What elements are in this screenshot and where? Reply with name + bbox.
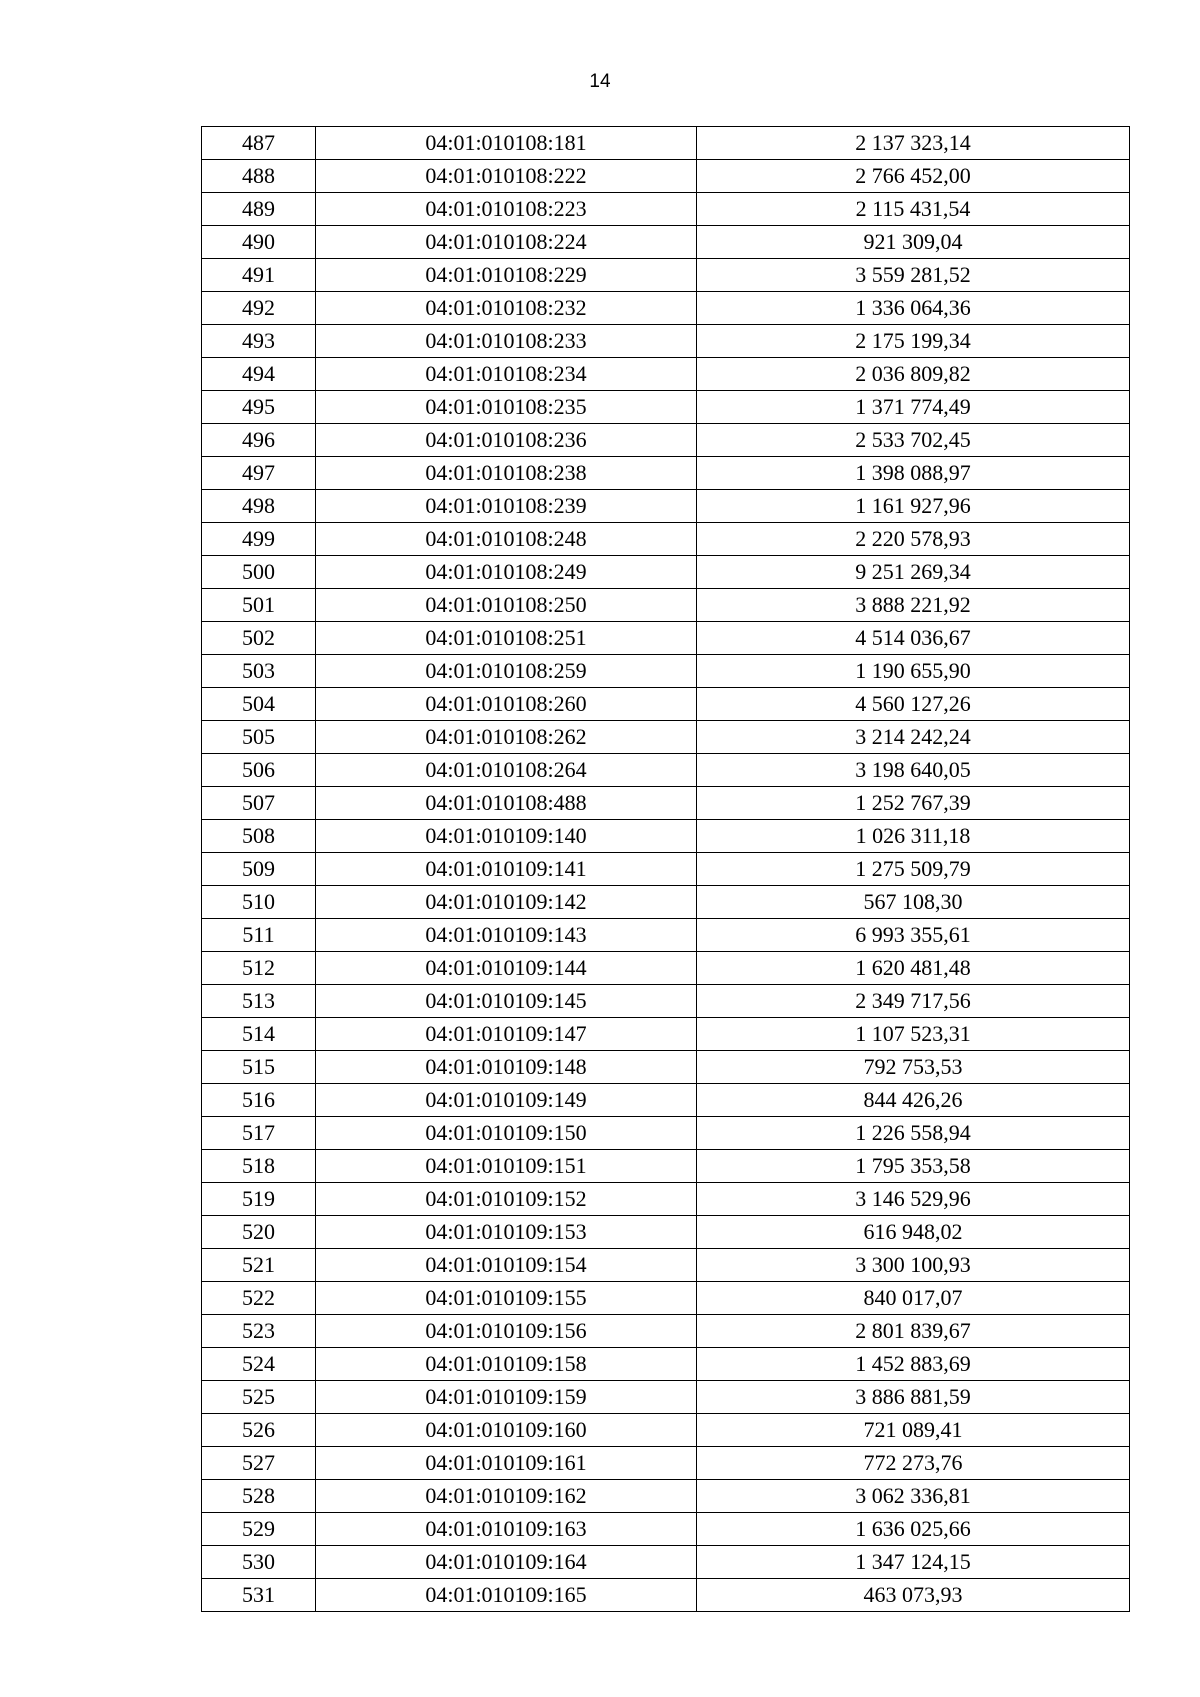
row-number-cell: 526	[202, 1414, 316, 1447]
row-number-cell: 493	[202, 325, 316, 358]
row-number-cell: 496	[202, 424, 316, 457]
cadastral-number-cell: 04:01:010108:260	[316, 688, 697, 721]
table-row	[202, 127, 1130, 160]
cadastral-number-cell: 04:01:010109:152	[316, 1183, 697, 1216]
cadastral-value-cell: 2 801 839,67	[697, 1315, 1130, 1348]
cadastral-number-cell: 04:01:010109:151	[316, 1150, 697, 1183]
table-row	[202, 1579, 1130, 1612]
table-row	[202, 1018, 1130, 1051]
cadastral-number-cell: 04:01:010109:144	[316, 952, 697, 985]
table-row	[202, 1414, 1130, 1447]
cadastral-value-cell: 3 559 281,52	[697, 259, 1130, 292]
table-row	[202, 655, 1130, 688]
row-number-cell: 490	[202, 226, 316, 259]
row-number-cell: 511	[202, 919, 316, 952]
cadastral-number-cell: 04:01:010109:140	[316, 820, 697, 853]
row-number-cell: 495	[202, 391, 316, 424]
cadastral-value-cell: 3 146 529,96	[697, 1183, 1130, 1216]
cadastral-value-cell: 1 347 124,15	[697, 1546, 1130, 1579]
row-number-cell: 502	[202, 622, 316, 655]
cadastral-value-cell: 9 251 269,34	[697, 556, 1130, 589]
cadastral-value-cell: 3 214 242,24	[697, 721, 1130, 754]
cadastral-number-cell: 04:01:010109:161	[316, 1447, 697, 1480]
row-number-cell: 522	[202, 1282, 316, 1315]
cadastral-number-cell: 04:01:010109:159	[316, 1381, 697, 1414]
row-number-cell: 527	[202, 1447, 316, 1480]
table-row	[202, 787, 1130, 820]
table-body	[202, 127, 1130, 1612]
table-row	[202, 1150, 1130, 1183]
table-row	[202, 490, 1130, 523]
table-row	[202, 259, 1130, 292]
cadastral-number-cell: 04:01:010108:250	[316, 589, 697, 622]
row-number-cell: 518	[202, 1150, 316, 1183]
row-number-cell: 521	[202, 1249, 316, 1282]
table-row	[202, 1282, 1130, 1315]
table-row	[202, 523, 1130, 556]
row-number-cell: 499	[202, 523, 316, 556]
row-number-cell: 498	[202, 490, 316, 523]
cadastral-value-cell: 463 073,93	[697, 1579, 1130, 1612]
cadastral-value-cell: 1 452 883,69	[697, 1348, 1130, 1381]
cadastral-number-cell: 04:01:010109:163	[316, 1513, 697, 1546]
cadastral-number-cell: 04:01:010109:154	[316, 1249, 697, 1282]
cadastral-value-cell: 840 017,07	[697, 1282, 1130, 1315]
cadastral-value-cell: 616 948,02	[697, 1216, 1130, 1249]
table-row	[202, 853, 1130, 886]
cadastral-number-cell: 04:01:010108:235	[316, 391, 697, 424]
table-row	[202, 226, 1130, 259]
cadastral-value-cell: 3 888 221,92	[697, 589, 1130, 622]
cadastral-number-cell: 04:01:010108:229	[316, 259, 697, 292]
cadastral-number-cell: 04:01:010108:232	[316, 292, 697, 325]
cadastral-number-cell: 04:01:010109:148	[316, 1051, 697, 1084]
row-number-cell: 516	[202, 1084, 316, 1117]
table-row	[202, 754, 1130, 787]
table-row	[202, 952, 1130, 985]
table-row	[202, 457, 1130, 490]
cadastral-value-cell: 2 036 809,82	[697, 358, 1130, 391]
row-number-cell: 530	[202, 1546, 316, 1579]
table-row	[202, 1216, 1130, 1249]
cadastral-value-cell: 3 300 100,93	[697, 1249, 1130, 1282]
cadastral-number-cell: 04:01:010108:222	[316, 160, 697, 193]
cadastral-value-cell: 1 371 774,49	[697, 391, 1130, 424]
row-number-cell: 494	[202, 358, 316, 391]
cadastral-value-cell: 4 514 036,67	[697, 622, 1130, 655]
table-row	[202, 292, 1130, 325]
table-row	[202, 985, 1130, 1018]
table-row	[202, 721, 1130, 754]
cadastral-number-cell: 04:01:010108:248	[316, 523, 697, 556]
row-number-cell: 509	[202, 853, 316, 886]
table-row	[202, 1480, 1130, 1513]
cadastral-value-cell: 1 252 767,39	[697, 787, 1130, 820]
row-number-cell: 525	[202, 1381, 316, 1414]
table-row	[202, 1381, 1130, 1414]
cadastral-number-cell: 04:01:010109:155	[316, 1282, 697, 1315]
row-number-cell: 512	[202, 952, 316, 985]
row-number-cell: 487	[202, 127, 316, 160]
row-number-cell: 523	[202, 1315, 316, 1348]
cadastral-value-cell: 1 026 311,18	[697, 820, 1130, 853]
table-row	[202, 1546, 1130, 1579]
cadastral-number-cell: 04:01:010109:142	[316, 886, 697, 919]
cadastral-number-cell: 04:01:010108:264	[316, 754, 697, 787]
cadastral-number-cell: 04:01:010109:149	[316, 1084, 697, 1117]
cadastral-value-cell: 1 190 655,90	[697, 655, 1130, 688]
cadastral-value-table	[201, 126, 1130, 1612]
cadastral-number-cell: 04:01:010109:165	[316, 1579, 697, 1612]
cadastral-value-cell: 3 062 336,81	[697, 1480, 1130, 1513]
row-number-cell: 503	[202, 655, 316, 688]
cadastral-value-cell: 721 089,41	[697, 1414, 1130, 1447]
row-number-cell: 506	[202, 754, 316, 787]
cadastral-number-cell: 04:01:010108:249	[316, 556, 697, 589]
cadastral-number-cell: 04:01:010108:181	[316, 127, 697, 160]
cadastral-number-cell: 04:01:010108:224	[316, 226, 697, 259]
row-number-cell: 528	[202, 1480, 316, 1513]
cadastral-number-cell: 04:01:010109:145	[316, 985, 697, 1018]
cadastral-number-cell: 04:01:010108:239	[316, 490, 697, 523]
cadastral-value-cell: 1 636 025,66	[697, 1513, 1130, 1546]
cadastral-number-cell: 04:01:010109:147	[316, 1018, 697, 1051]
cadastral-value-cell: 2 349 717,56	[697, 985, 1130, 1018]
table-row	[202, 589, 1130, 622]
cadastral-value-cell: 1 226 558,94	[697, 1117, 1130, 1150]
cadastral-value-cell: 2 137 323,14	[697, 127, 1130, 160]
table-row	[202, 391, 1130, 424]
row-number-cell: 488	[202, 160, 316, 193]
cadastral-number-cell: 04:01:010108:234	[316, 358, 697, 391]
cadastral-value-cell: 6 993 355,61	[697, 919, 1130, 952]
cadastral-value-cell: 2 766 452,00	[697, 160, 1130, 193]
row-number-cell: 514	[202, 1018, 316, 1051]
table-row	[202, 1447, 1130, 1480]
row-number-cell: 491	[202, 259, 316, 292]
cadastral-number-cell: 04:01:010109:141	[316, 853, 697, 886]
cadastral-value-cell: 3 198 640,05	[697, 754, 1130, 787]
table-row	[202, 325, 1130, 358]
row-number-cell: 524	[202, 1348, 316, 1381]
row-number-cell: 513	[202, 985, 316, 1018]
cadastral-number-cell: 04:01:010108:223	[316, 193, 697, 226]
cadastral-value-cell: 1 161 927,96	[697, 490, 1130, 523]
cadastral-number-cell: 04:01:010109:160	[316, 1414, 697, 1447]
table-row	[202, 1084, 1130, 1117]
row-number-cell: 517	[202, 1117, 316, 1150]
page-number: 14	[589, 71, 611, 92]
cadastral-number-cell: 04:01:010108:259	[316, 655, 697, 688]
row-number-cell: 520	[202, 1216, 316, 1249]
cadastral-number-cell: 04:01:010109:162	[316, 1480, 697, 1513]
cadastral-number-cell: 04:01:010109:153	[316, 1216, 697, 1249]
row-number-cell: 508	[202, 820, 316, 853]
table-row	[202, 358, 1130, 391]
cadastral-value-cell: 567 108,30	[697, 886, 1130, 919]
cadastral-number-cell: 04:01:010108:233	[316, 325, 697, 358]
row-number-cell: 497	[202, 457, 316, 490]
cadastral-value-cell: 792 753,53	[697, 1051, 1130, 1084]
row-number-cell: 515	[202, 1051, 316, 1084]
cadastral-number-cell: 04:01:010109:143	[316, 919, 697, 952]
row-number-cell: 504	[202, 688, 316, 721]
cadastral-value-cell: 4 560 127,26	[697, 688, 1130, 721]
cadastral-number-cell: 04:01:010108:238	[316, 457, 697, 490]
table-row	[202, 919, 1130, 952]
cadastral-value-cell: 844 426,26	[697, 1084, 1130, 1117]
row-number-cell: 507	[202, 787, 316, 820]
table-row	[202, 1513, 1130, 1546]
row-number-cell: 492	[202, 292, 316, 325]
cadastral-number-cell: 04:01:010108:236	[316, 424, 697, 457]
table-row	[202, 622, 1130, 655]
cadastral-number-cell: 04:01:010108:251	[316, 622, 697, 655]
cadastral-value-cell: 1 336 064,36	[697, 292, 1130, 325]
cadastral-value-cell: 2 115 431,54	[697, 193, 1130, 226]
cadastral-value-cell: 2 175 199,34	[697, 325, 1130, 358]
table-row	[202, 1315, 1130, 1348]
cadastral-value-cell: 3 886 881,59	[697, 1381, 1130, 1414]
row-number-cell: 501	[202, 589, 316, 622]
cadastral-number-cell: 04:01:010108:262	[316, 721, 697, 754]
cadastral-value-cell: 2 220 578,93	[697, 523, 1130, 556]
row-number-cell: 505	[202, 721, 316, 754]
table-row	[202, 160, 1130, 193]
table-row	[202, 1117, 1130, 1150]
cadastral-value-cell: 772 273,76	[697, 1447, 1130, 1480]
table-row	[202, 820, 1130, 853]
cadastral-value-cell: 2 533 702,45	[697, 424, 1130, 457]
table-row	[202, 193, 1130, 226]
cadastral-number-cell: 04:01:010109:158	[316, 1348, 697, 1381]
table-row	[202, 424, 1130, 457]
row-number-cell: 500	[202, 556, 316, 589]
table-row	[202, 1249, 1130, 1282]
table-row	[202, 1051, 1130, 1084]
table-row	[202, 688, 1130, 721]
row-number-cell: 510	[202, 886, 316, 919]
cadastral-number-cell: 04:01:010109:150	[316, 1117, 697, 1150]
row-number-cell: 531	[202, 1579, 316, 1612]
cadastral-value-cell: 1 398 088,97	[697, 457, 1130, 490]
table-row	[202, 556, 1130, 589]
cadastral-value-cell: 1 795 353,58	[697, 1150, 1130, 1183]
row-number-cell: 519	[202, 1183, 316, 1216]
table-row	[202, 1348, 1130, 1381]
table-row	[202, 886, 1130, 919]
cadastral-value-cell: 1 275 509,79	[697, 853, 1130, 886]
cadastral-number-cell: 04:01:010109:156	[316, 1315, 697, 1348]
cadastral-value-cell: 921 309,04	[697, 226, 1130, 259]
cadastral-value-cell: 1 620 481,48	[697, 952, 1130, 985]
row-number-cell: 489	[202, 193, 316, 226]
row-number-cell: 529	[202, 1513, 316, 1546]
cadastral-number-cell: 04:01:010109:164	[316, 1546, 697, 1579]
cadastral-number-cell: 04:01:010108:488	[316, 787, 697, 820]
table-row	[202, 1183, 1130, 1216]
cadastral-value-cell: 1 107 523,31	[697, 1018, 1130, 1051]
